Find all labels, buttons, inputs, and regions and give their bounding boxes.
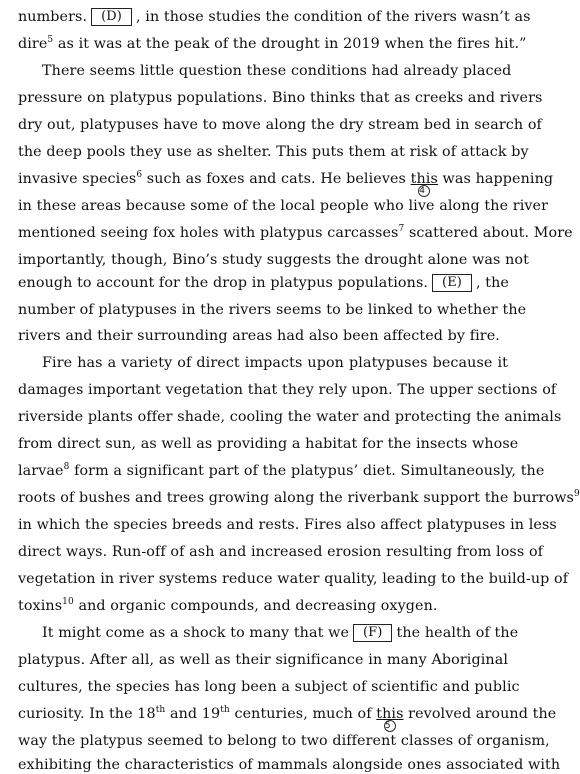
line-16: riverside plants offer shade, cooling the water and protecting the animals (18, 409, 562, 425)
superscript: th (220, 705, 230, 715)
line-21: direct ways. Run-off of ash and increased erosion resulting from loss of (18, 544, 544, 560)
line-4: pressure on platypus populations. Bino thinks that as creeks and rivers (18, 90, 543, 106)
line-25: platypus. After all, as well as their significance in many Aboriginal (18, 652, 508, 668)
underlined-this: this 4 (410, 171, 438, 196)
line-6: the deep pools they use as shelter. This puts them at risk of attack by (18, 144, 529, 160)
footnote-marker: 8 (63, 462, 70, 472)
line-19: roots of bushes and trees growing along the riverbank support the burrows$^9$ (18, 489, 580, 506)
blank-box-d: (D) (91, 8, 132, 26)
footnote-marker: 5 (47, 35, 54, 45)
line-9: mentioned seeing fox holes with platypus carcasses$^7$ scattered about. More (18, 224, 573, 241)
blank-box-e: (E) (432, 274, 472, 292)
line-28: way the platypus seemed to belong to two different classes of organism, (18, 733, 550, 749)
circled-number-5: 5 (384, 720, 396, 732)
line-5: dry out, platypuses have to move along the dry stream bed in search of (18, 117, 542, 133)
line-26: cultures, the species has long been a subject of scientific and public (18, 679, 520, 695)
line-13: rivers and their surrounding areas had also been affected by fire. (18, 328, 500, 344)
line-8: in these areas because some of the local people who live along the river (18, 198, 549, 214)
blank-box-f: (F) (353, 624, 392, 642)
line-23: toxins$^{10}$ and organic compounds, and decreasing oxygen. (18, 597, 438, 614)
superscript: th (155, 705, 166, 715)
line-14: Fire has a variety of direct impacts upon platypuses because it (42, 355, 508, 371)
circled-number-4: 4 (418, 185, 430, 197)
line-15: damages important vegetation that they rely upon. The upper sections of (18, 382, 557, 398)
line-1: numbers. (D) , in those studies the condition of the rivers wasn’t as (18, 9, 531, 25)
line-2: dire$^5$ as it was at the peak of the drought in 2019 when the fires hit.” (18, 35, 527, 52)
footnote-marker: 10 (62, 597, 74, 607)
line-7: invasive species$^6$ such as foxes and cats. He believes this 4 was happening (18, 170, 554, 196)
footnote-marker: 6 (136, 170, 143, 180)
line-3: There seems little question these conditions had already placed (42, 63, 512, 79)
footnote-marker: 9 (573, 489, 580, 499)
underlined-this: this 5 (376, 706, 404, 731)
line-27: curiosity. In the 18th and 19th centuries, much of this 5 revolved around the (18, 705, 557, 731)
line-24: It might come as a shock to many that we (F) the health of the (42, 625, 519, 641)
line-22: vegetation in river systems reduce water quality, leading to the build-up of (18, 571, 569, 587)
line-12: number of platypuses in the rivers seems to be linked to whether the (18, 302, 527, 318)
line-29: exhibiting the characteristics of mammals alongside ones associated with (18, 757, 561, 773)
footnote-marker: 7 (398, 224, 405, 234)
line-17: from direct sun, as well as providing a habitat for the insects whose (18, 436, 519, 452)
line-10: importantly, though, Bino’s study suggests the drought alone was not (18, 252, 529, 268)
line-20: in which the species breeds and rests. Fires also affect platypuses in less (18, 517, 557, 533)
line-11: enough to account for the drop in platypus populations. (E) , the (18, 275, 509, 291)
line-18: larvae$^8$ form a significant part of the platypus’ diet. Simultaneously, the (18, 462, 545, 479)
